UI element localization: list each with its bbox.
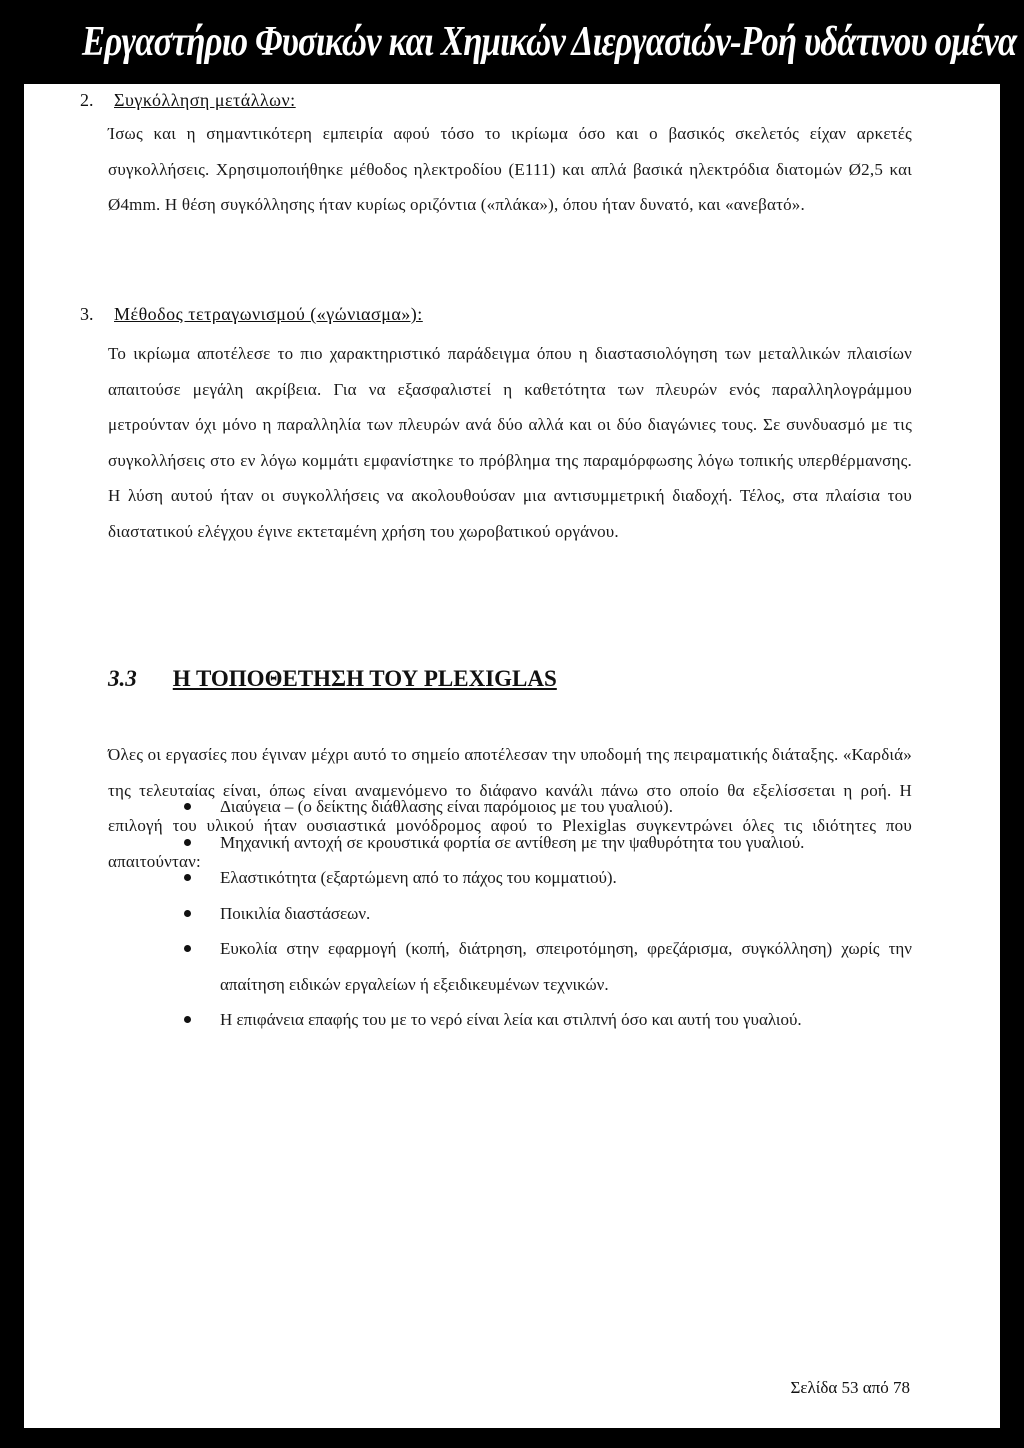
section-3-paragraph: Το ικρίωμα αποτέλεσε το πιο χαρακτηριστικό παράδειγμα όπου η διαστασιολόγηση των μεταλλικών πλαισίων απαιτούσε μεγάλη ακρίβεια. Για να εξασφαλιστεί η καθετότητα των πλευρών ενός παραλληλογράμμου μετρούνταν όχι μόνο η παραλληλία των πλευρών ανά δύο αλλά και οι δύο διαγώνιες τους. Σε συνδυασμό με τις συγκολλήσεις στο εν λόγω κομμάτι εμφανίστηκε το πρόβλημα της παραμόρφωσης λόγω τοπικής υπερθέρμανσης. Η λύση αυτού ήταν οι συγκολλήσεις να ακολουθούσαν μια αντισυμμετρική διαδοχή. Τέλος, στα πλαίσια του διαστατικού ελέγχου έγινε εκτεταμένη χρήση του χωροβατικού οργάνου. <box>108 344 912 541</box>
list-item: Ελαστικότητα (εξαρτώμενη από το πάχος του κομματιού). <box>182 860 912 896</box>
section-3-3-title: Η ΤΟΠΟΘΕΤΗΣΗ ΤΟΥ PLEXIGLAS <box>172 666 557 691</box>
list-item: Η επιφάνεια επαφής του με το νερό είναι λεία και στιλπνή όσο και αυτή του γυαλιού. <box>182 1002 912 1038</box>
section-2-heading <box>80 88 296 112</box>
page-border-right <box>1000 84 1024 1448</box>
header-band <box>0 0 1024 84</box>
list-item: Μηχανική αντοχή σε κρουστικά φορτία σε αντίθεση με την ψαθυρότητα του γυαλιού. <box>182 825 912 861</box>
bullet-icon <box>184 839 191 846</box>
page-border-bottom <box>0 1428 1024 1448</box>
bullet-icon <box>184 874 191 881</box>
bullet-icon <box>184 945 191 952</box>
bullet-icon <box>184 803 191 810</box>
page-border-left <box>0 84 24 1448</box>
section-3-number: 3. <box>80 304 94 324</box>
properties-list <box>182 789 912 1038</box>
section-3-3-paragraph: Όλες οι εργασίες που έγιναν μέχρι αυτό το σημείο αποτέλεσαν την υποδομή της πειραματικής διάταξης. «Καρδιά» της τελευταίας είναι, όπως είναι αναμενόμενο το διάφανο κανάλι πάνω στο οποίο θα εξελίσσεται η ροή. Η επιλογή του υλικού ήταν ουσιαστικά μονόδρομος αφού το Plexiglas συγκεντρώνει όλες τις ιδιότητες που απαιτούνταν: <box>108 745 912 871</box>
section-2-title: Συγκόλληση μετάλλων: <box>114 90 296 110</box>
section-2-paragraph: Ίσως και η σημαντικότερη εμπειρία αφού τόσο το ικρίωμα όσο και ο βασικός σκελετός είχαν αρκετές συγκολλήσεις. Χρησιμοποιήθηκε μέθοδος ηλεκτροδίου (Ε111) και απλά βασικά ηλεκτρόδια διατομών Ø2,5 και Ø4mm. Η θέση συγκόλλησης ήταν κυρίως οριζόντια («πλάκα»), όπου ήταν δυνατό, και «ανεβατό». <box>108 124 912 214</box>
section-3-title: Μέθοδος τετραγωνισμού («γώνιασμα»): <box>114 304 423 324</box>
section-2-number: 2. <box>80 90 94 110</box>
list-item: Διαύγεια – (ο δείκτης διάθλασης είναι παρόμοιος με του γυαλιού). <box>182 789 912 825</box>
section-3-heading <box>80 302 423 326</box>
list-item: Ευκολία στην εφαρμογή (κοπή, διάτρηση, σπειροτόμηση, φρεζάρισμα, συγκόλληση) χωρίς την απαίτηση ειδικών εργαλείων ή εξειδικευμένων τεχνικών. <box>182 931 912 1002</box>
page-number: Σελίδα 53 από 78 <box>790 1378 910 1397</box>
section-3-3-heading <box>108 664 557 694</box>
bullet-icon <box>184 1016 191 1023</box>
bullet-icon <box>184 910 191 917</box>
section-3-3-number: 3.3 <box>108 666 137 691</box>
list-item: Ποικιλία διαστάσεων. <box>182 896 912 932</box>
header-title: Εργαστήριο Φυσικών και Χημικών Διεργασιών-Ροή υδάτινου ομένα <box>82 19 1017 65</box>
